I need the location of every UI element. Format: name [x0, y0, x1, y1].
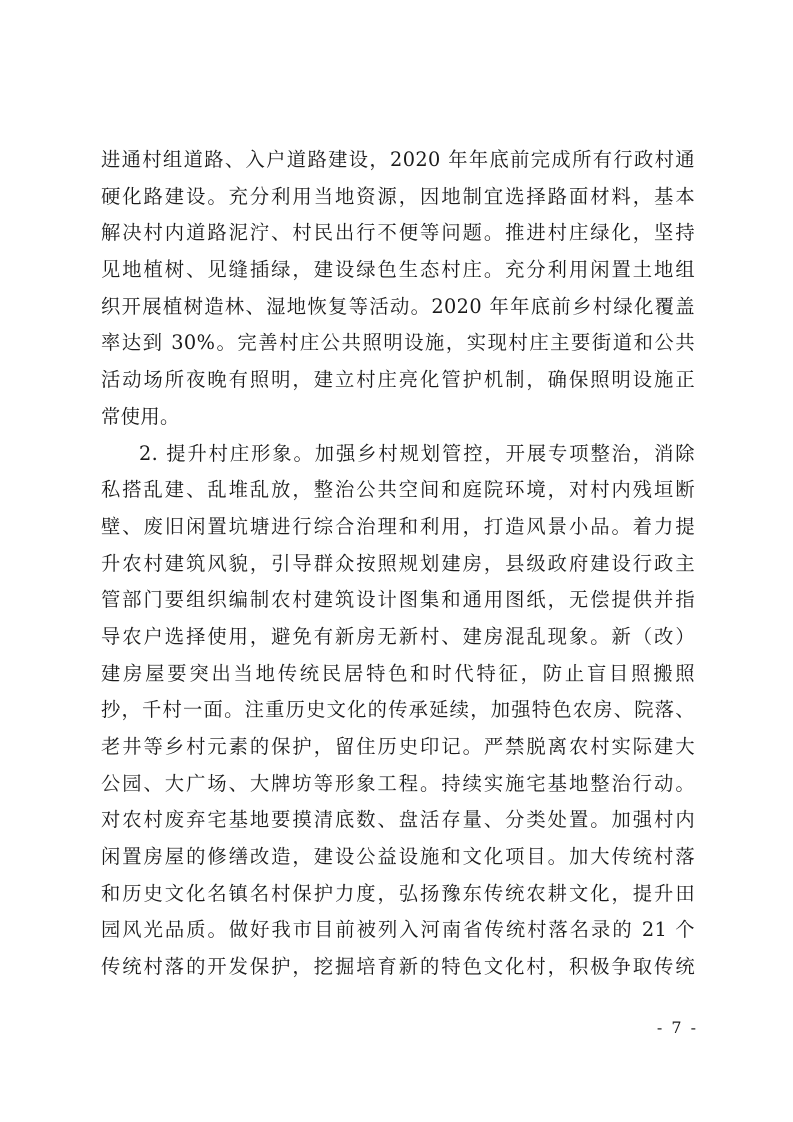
text-line: 私搭乱建、乱堆乱放，整治公共空间和庭院环境，对村内残垣断 [101, 478, 695, 502]
page-number: - 7 - [656, 1018, 698, 1037]
text-line: 率达到 30%。完善村庄公共照明设施，实现村庄主要街道和公共 [101, 331, 695, 355]
text-line: 升农村建筑风貌，引导群众按照规划建房，县级政府建设行政主 [101, 551, 695, 575]
document-body [101, 142, 695, 986]
text-line: 见地植树、见缝插绿，建设绿色生态村庄。充分利用闲置土地组 [101, 258, 695, 282]
text-line: 进通村组道路、入户道路建设，2020 年年底前完成所有行政村通 [101, 148, 695, 171]
text-line: 园风光品质。做好我市目前被列入河南省传统村落名录的 21 个 [101, 918, 695, 942]
text-line: 建房屋要突出当地传统民居特色和时代特征，防止盲目照搬照 [101, 661, 695, 685]
text-line: 常使用。 [101, 404, 180, 428]
text-line: 导农户选择使用，避免有新房无新村、建房混乱现象。新（改） [101, 624, 695, 648]
text-line: 闲置房屋的修缮改造，建设公益设施和文化项目。加大传统村落 [101, 845, 695, 869]
section-heading-line: 2. 提升村庄形象。加强乡村规划管控，开展专项整治，消除 [139, 441, 695, 465]
text-line: 解决村内道路泥泞、村民出行不便等问题。推进村庄绿化，坚持 [101, 221, 695, 245]
text-line: 织开展植树造林、湿地恢复等活动。2020 年年底前乡村绿化覆盖 [101, 294, 695, 318]
text-line: 传统村落的开发保护，挖掘培育新的特色文化村，积极争取传统 [101, 955, 695, 979]
text-line: 和历史文化名镇名村保护力度，弘扬豫东传统农耕文化，提升田 [101, 881, 695, 905]
text-line: 活动场所夜晚有照明，建立村庄亮化管护机制，确保照明设施正 [101, 368, 695, 392]
text-line: 壁、废旧闲置坑塘进行综合治理和利用，打造风景小品。着力提 [101, 514, 695, 538]
text-line: 公园、大广场、大牌坊等形象工程。持续实施宅基地整治行动。 [101, 771, 695, 795]
text-line: 老井等乡村元素的保护，留住历史印记。严禁脱离农村实际建大 [101, 735, 695, 758]
text-line: 对农村废弃宅基地要摸清底数、盘活存量、分类处置。加强村内 [101, 808, 695, 832]
text-line: 硬化路建设。充分利用当地资源，因地制宜选择路面材料，基本 [101, 184, 695, 208]
text-line: 抄，千村一面。注重历史文化的传承延续，加强特色农房、院落、 [101, 698, 695, 722]
text-line: 管部门要组织编制农村建筑设计图集和通用图纸，无偿提供并指 [101, 588, 695, 612]
